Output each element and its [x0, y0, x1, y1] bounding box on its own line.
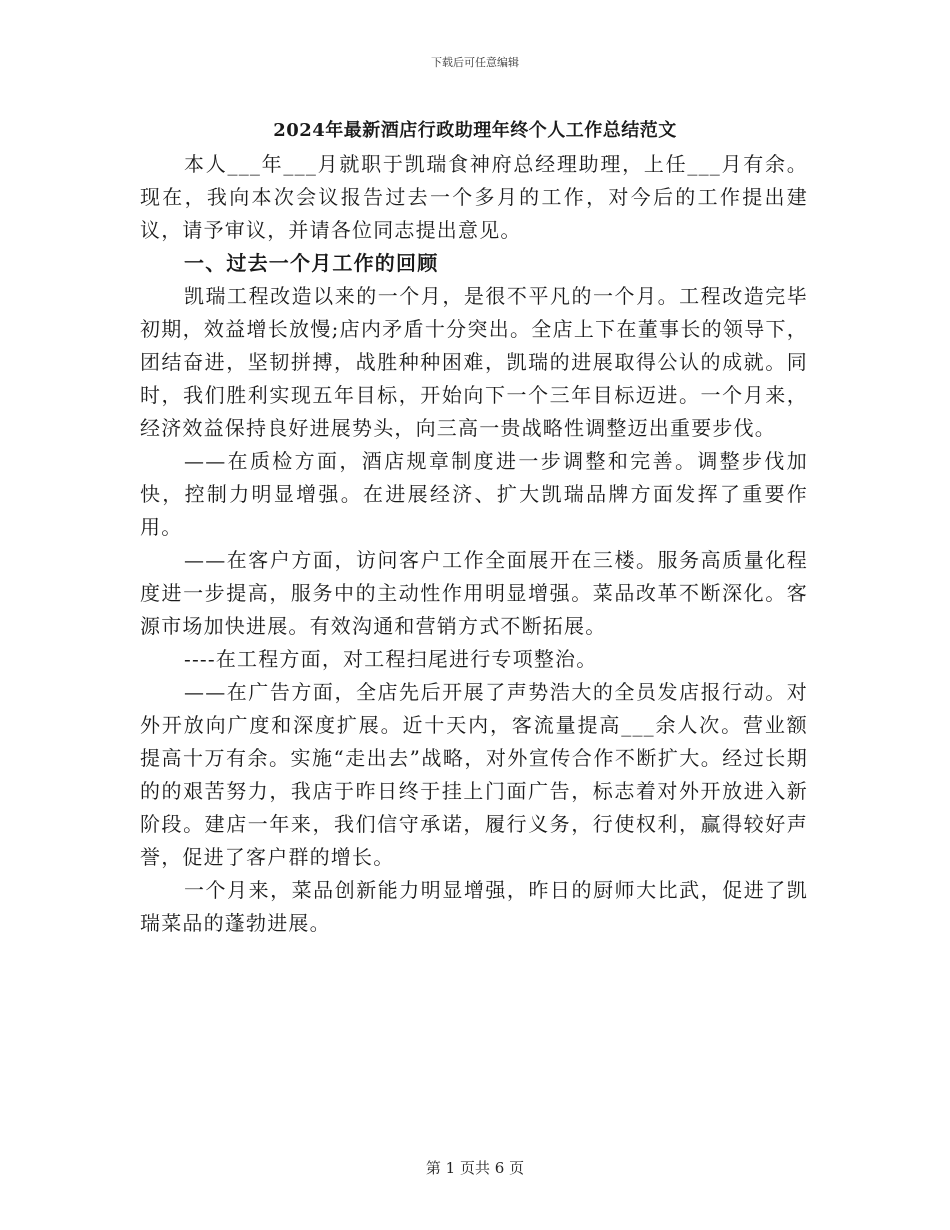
paragraph-quality-inspection: ——在质检方面，酒店规章制度进一步调整和完善。调整步伐加快，控制力明显增强。在进展经济、扩大凯瑞品牌方面发挥了重要作用。 [140, 449, 808, 539]
paragraph-dishes: 一个月来，菜品创新能力明显增强，昨日的厨师大比武，促进了凯瑞菜品的蓬勃进展。 [140, 878, 808, 935]
paragraph-advertising: ——在广告方面，全店先后开展了声势浩大的全员发店报行动。对外开放向广度和深度扩展。近十天内，客流量提高___余人次。营业额提高十万有余。实施“走出去”战略，对外宣传合作不断扩大。经过长期的的艰苦努力，我店于昨日终于挂上门面广告，标志着对外开放进入新阶段。建店一年来，我们信守承诺，履行义务，行使权利，赢得较好声誉，促进了客户群的增长。 [140, 680, 808, 869]
paragraph-customers: ——在客户方面，访问客户工作全面展开在三楼。服务高质量化程度进一步提高，服务中的主动性作用明显增强。菜品改革不断深化。客源市场加快进展。有效沟通和营销方式不断拓展。 [140, 548, 808, 638]
paragraph-intro: 本人___年___月就职于凯瑞食神府总经理助理，上任___月有余。现在，我向本次会议报告过去一个多月的工作，对今后的工作提出建议，请予审议，并请各位同志提出意见。 [140, 152, 808, 242]
paragraph-engineering: ----在工程方面，对工程扫尾进行专项整治。 [184, 647, 598, 671]
document-title: 2024年最新酒店行政助理年终个人工作总结范文 [273, 120, 677, 141]
document-body [140, 148, 808, 940]
section-heading-review: 一、过去一个月工作的回顾 [184, 251, 439, 275]
paragraph-overview: 凯瑞工程改造以来的一个月，是很不平凡的一个月。工程改造完毕初期，效益增长放慢;店内矛盾十分突出。全店上下在董事长的领导下，团结奋进，坚韧拼搏，战胜种种困难，凯瑞的进展取得公认的成就。同时，我们胜利实现五年目标，开始向下一个三年目标迈进。一个月来，经济效益保持良好进展势头，向三高一贵战略性调整迈出重要步伐。 [140, 284, 808, 440]
page-header-note: 下载后可任意编辑 [431, 56, 519, 69]
page-number: 第 1 页共 6 页 [425, 1159, 525, 1177]
